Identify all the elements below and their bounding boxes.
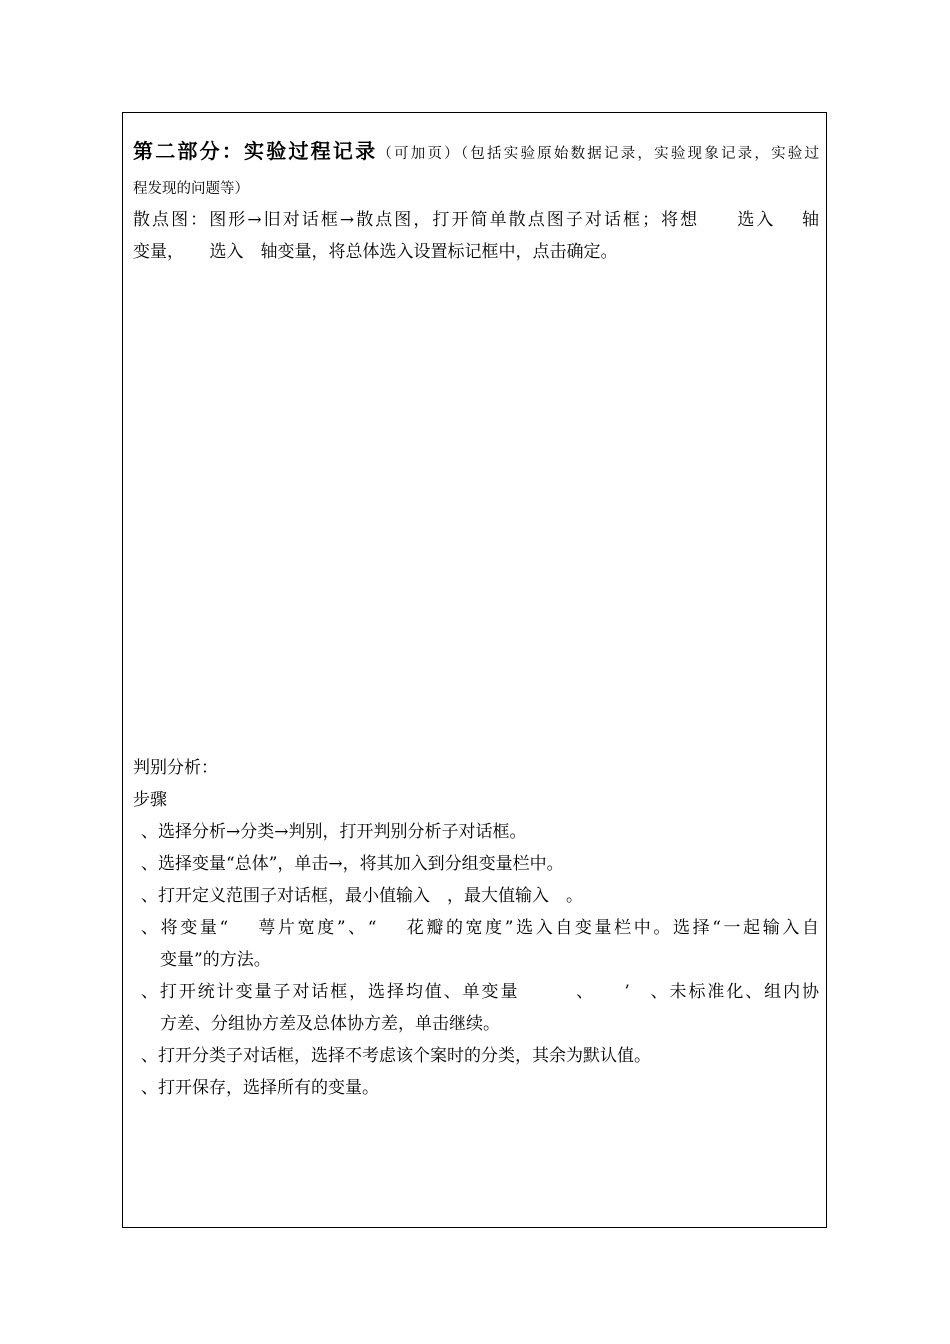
step-2: 、选择变量“总体”，单击→，将其加入到分组变量栏中。 bbox=[141, 854, 564, 874]
step-5-cont: 方差、分组协方差及总体协方差，单击继续。 bbox=[160, 1014, 500, 1034]
step-6: 、打开分类子对话框，选择不考虑该个案时的分类，其余为默认值。 bbox=[141, 1046, 651, 1066]
step-3: 、打开定义范围子对话框，最小值输入 ，最大值输入 。 bbox=[141, 886, 583, 906]
steps-label: 步骤 bbox=[133, 790, 167, 810]
step-5: 、打开统计变量子对话框，选择均值、单变量 、 ’ 、未标准化、组内协 bbox=[141, 982, 819, 1002]
record-frame bbox=[122, 112, 827, 1228]
step-1: 、选择分析→分类→判别，打开判别分析子对话框。 bbox=[141, 822, 527, 842]
section-title-note: （可加页）（包括实验原始数据记录，实验现象记录，实验过 bbox=[377, 146, 820, 162]
step-4-cont: 变量”的方法。 bbox=[160, 950, 271, 970]
section-title: 第二部分：实验过程记录 bbox=[133, 139, 378, 163]
section-heading bbox=[133, 135, 819, 170]
step-4: 、将变量“ 萼片宽度”、“ 花瓣的宽度”选入自变量栏中。选择“一起输入自 bbox=[141, 918, 819, 938]
discriminant-title: 判别分析： bbox=[133, 758, 218, 778]
scatter-line-2: 变量， 选入 轴变量，将总体选入设置标记框中，点击确定。 bbox=[133, 242, 618, 262]
scatter-line-1: 散点图：图形→旧对话框→散点图，打开简单散点图子对话框；将想 选入 轴 bbox=[133, 210, 819, 230]
section-title-note-cont: 程发现的问题等） bbox=[133, 181, 249, 197]
step-7: 、打开保存，选择所有的变量。 bbox=[141, 1078, 379, 1098]
